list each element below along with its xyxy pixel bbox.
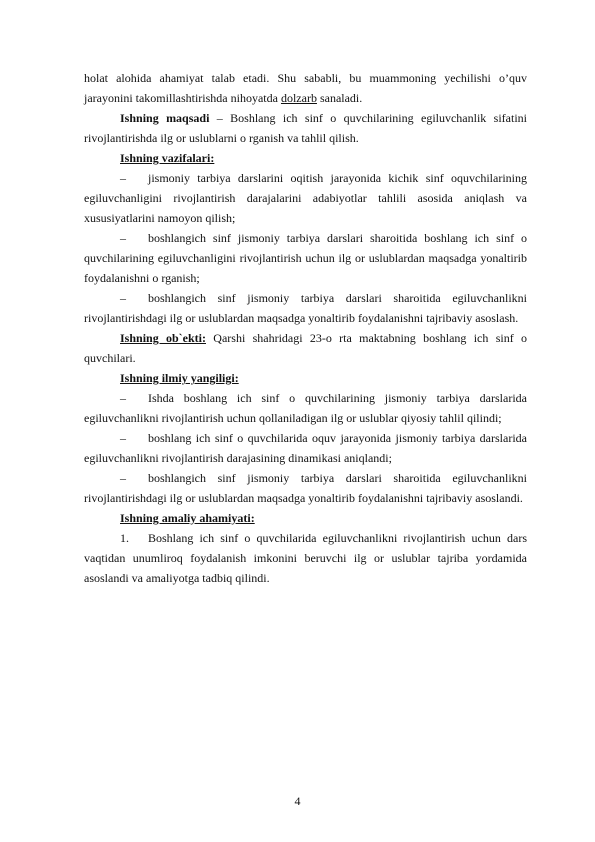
- bullet: –: [120, 291, 126, 305]
- list-number: 1.: [120, 531, 129, 545]
- novelty-heading: [84, 368, 527, 388]
- document-body: [84, 68, 527, 588]
- novelty-item-3: [84, 468, 527, 508]
- intro-text-end: sanaladi.: [316, 91, 363, 105]
- task-item-3: [84, 288, 527, 328]
- practical-heading: [84, 508, 527, 528]
- novelty-heading-text: Ishning ilmiy yangiligi:: [120, 371, 239, 385]
- intro-text: holat alohida ahamiyat talab etadi. Shu sababli, bu muammoning yechilishi o’quv jarayonini takomillashtirishda nihoyatda: [84, 71, 527, 105]
- bullet: –: [120, 391, 126, 405]
- novelty-text-1: Ishda boshlang ich sinf o quvchilarining jismoniy tarbiya darslarida egiluvchanlikni rivojlantirish uchun qollaniladigan ilg or uslublar qiyosiy tahlil qilindi;: [84, 391, 527, 425]
- novelty-item-1: [84, 388, 527, 428]
- task-item-1: [84, 168, 527, 228]
- practical-heading-text: Ishning amaliy ahamiyati:: [120, 511, 255, 525]
- practical-item-1: [84, 528, 527, 588]
- aim-paragraph: [84, 108, 527, 148]
- task-text-3: boshlangich sinf jismoniy tarbiya darslari sharoitida egiluvchanlikni rivojlantirishdagi ilg or uslublardan maqsadga yonaltirib foydalanishni tajribaviy asoslash.: [84, 291, 527, 325]
- aim-label: Ishning maqsadi: [120, 111, 210, 125]
- novelty-text-3: boshlangich sinf jismoniy tarbiya darslari sharoitida egiluvchanlikni rivojlantirishdagi ilg or uslublardan maqsadga yonaltirib foydalanishni tajribaviy asoslandi.: [84, 471, 527, 505]
- object-text: Qarshi shahridagi 23-o rta maktabning boshlang ich sinf o quvchilari.: [84, 331, 527, 365]
- dolzarb-underlined: dolzarb: [280, 91, 317, 105]
- bullet: –: [120, 231, 126, 245]
- aim-text: – Boshlang ich sinf o quvchilarining egiluvchanlik sifatini rivojlantirishda ilg or uslublarni o rganish va tahlil qilish.: [84, 111, 528, 145]
- bullet: –: [120, 431, 126, 445]
- object-label: Ishning ob`ekti:: [120, 331, 206, 345]
- page-number: 4: [294, 794, 301, 808]
- object-paragraph: [84, 328, 527, 368]
- novelty-item-2: [84, 428, 527, 468]
- practical-text-1: Boshlang ich sinf o quvchilarida egiluvchanlikni rivojlantirish uchun dars vaqtidan unumliroq foydalanish imkonini beruvchi ilg or uslublar tajriba yordamida asoslandi va amaliyotga tadbiq qilindi.: [84, 531, 527, 585]
- novelty-text-2: boshlang ich sinf o quvchilarida oquv jarayonida jismoniy tarbiya darslarida egiluvchanlikni rivojlantirish darajasining dinamikasi aniqlandi;: [84, 431, 527, 465]
- bullet: –: [120, 471, 126, 485]
- task-item-2: [84, 228, 527, 288]
- task-text-2: boshlangich sinf jismoniy tarbiya darslari sharoitida boshlang ich sinf o quvchilarining egiluvchanligini rivojlantirish uchun ilg or uslublardan maqsadga yonaltirib foydalanishni o rganish;: [84, 231, 527, 285]
- intro-paragraph: [84, 68, 527, 108]
- tasks-heading: [84, 148, 527, 168]
- bullet: –: [120, 171, 126, 185]
- task-text-1: jismoniy tarbiya darslarini oqitish jarayonida kichik sinf oquvchilarining egiluvchanligini rivojlantirish darajalarini adabiyotlar tahlili asosida aniqlash va xususiyatlarini namoyon qilish;: [84, 171, 527, 225]
- tasks-heading-text: Ishning vazifalari:: [120, 151, 215, 165]
